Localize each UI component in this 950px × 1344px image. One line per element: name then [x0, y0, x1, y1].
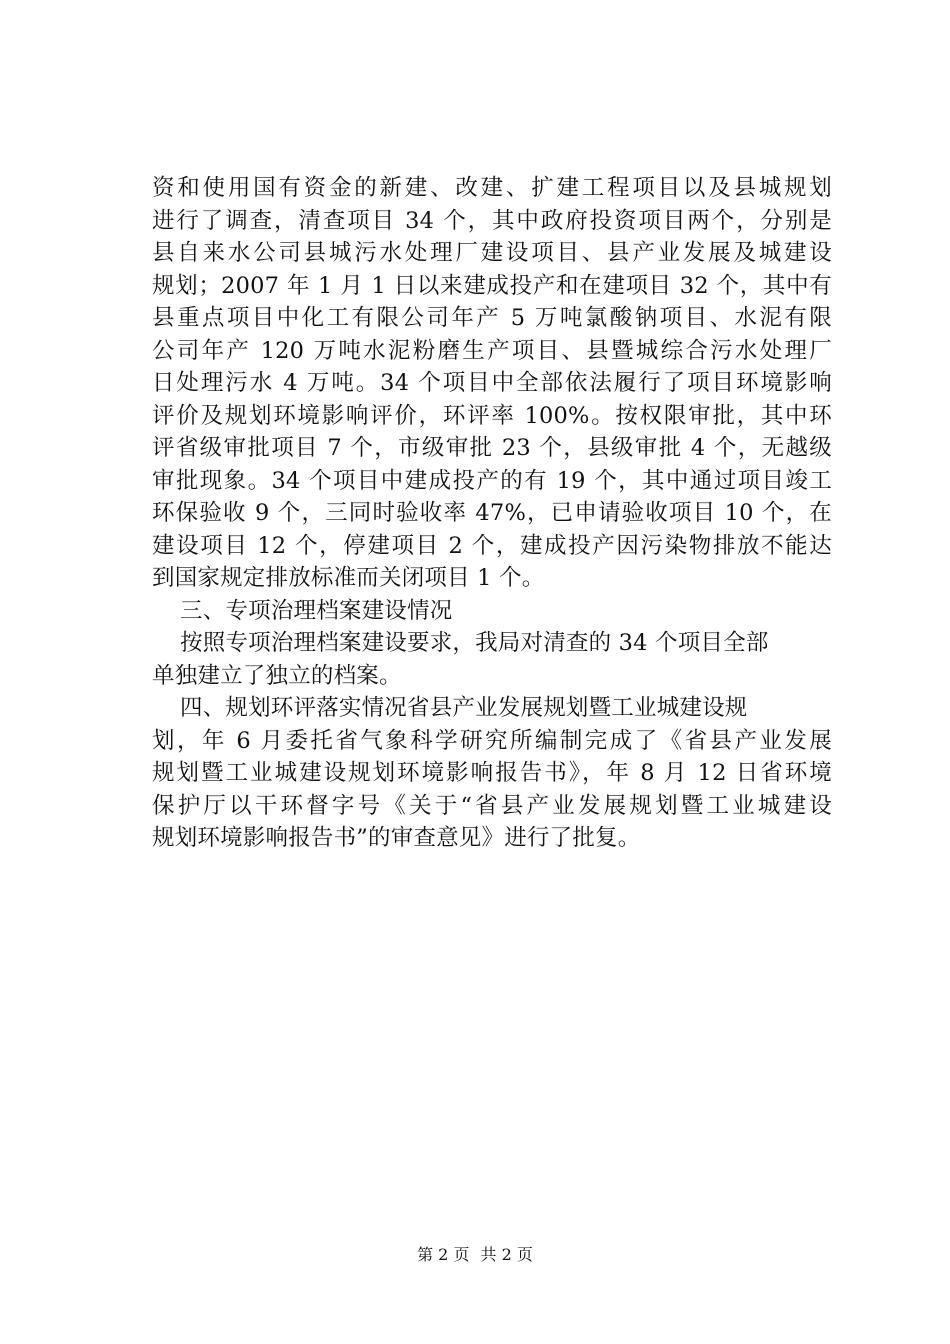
- text-line: 规划暨工业城建设规划环境影响报告书》，年 8 月 12 日省环境: [152, 760, 832, 786]
- page-footer: [0, 1245, 950, 1265]
- text-line: 建设项目 12 个，停建项目 2 个，建成投产因污染物排放不能达: [152, 532, 832, 559]
- text-line: 到国家规定排放标准而关闭项目 1 个。: [152, 565, 545, 591]
- text-line: 进行了调查，清查项目 34 个，其中政府投资项目两个，分别是: [152, 207, 832, 234]
- document-body: [152, 172, 832, 855]
- text-line: 评省级审批项目 7 个，市级审批 23 个，县级审批 4 个，无越级: [152, 435, 832, 461]
- text-line: 规划环境影响报告书”的审查意见》进行了批复。: [152, 825, 641, 851]
- page-number: 第 2 页: [417, 1245, 470, 1264]
- text-line: 审批现象。34 个项目中建成投产的有 19 个，其中通过项目竣工: [152, 467, 832, 494]
- page-total: 共 2 页: [480, 1245, 533, 1264]
- section-heading: 三、专项治理档案建设情况: [180, 597, 453, 624]
- text-line: 划，年 6 月委托省气象科学研究所编制完成了《省县产业发展: [152, 727, 832, 754]
- text-line: 环保验收 9 个，三同时验收率 47%，已申请验收项目 10 个，在: [152, 500, 832, 526]
- text-line: 评价及规划环境影响评价，环评率 100%。按权限审批，其中环: [152, 402, 832, 429]
- text-line: 公司年产 120 万吨水泥粉磨生产项目、县暨城综合污水处理厂: [152, 337, 832, 364]
- section-heading: 四、规划环评落实情况省县产业发展规划暨工业城建设规: [180, 695, 748, 721]
- text-line: 日处理污水 4 万吨。34 个项目中全部依法履行了项目环境影响: [152, 370, 832, 396]
- text-line: 单独建立了独立的档案。: [152, 662, 402, 689]
- text-line: 保护厅以干环督字号《关于“省县产业发展规划暨工业城建设: [152, 792, 832, 819]
- text-line: 县重点项目中化工有限公司年产 5 万吨氯酸钠项目、水泥有限: [152, 305, 832, 331]
- text-line: 规划；2007 年 1 月 1 日以来建成投产和在建项目 32 个，其中有: [152, 272, 832, 299]
- text-line: 县自来水公司县城污水处理厂建设项目、县产业发展及城建设: [152, 240, 832, 266]
- text-line: 资和使用国有资金的新建、改建、扩建工程项目以及县城规划: [152, 175, 832, 201]
- text-line: 按照专项治理档案建设要求，我局对清查的 34 个项目全部: [180, 630, 769, 656]
